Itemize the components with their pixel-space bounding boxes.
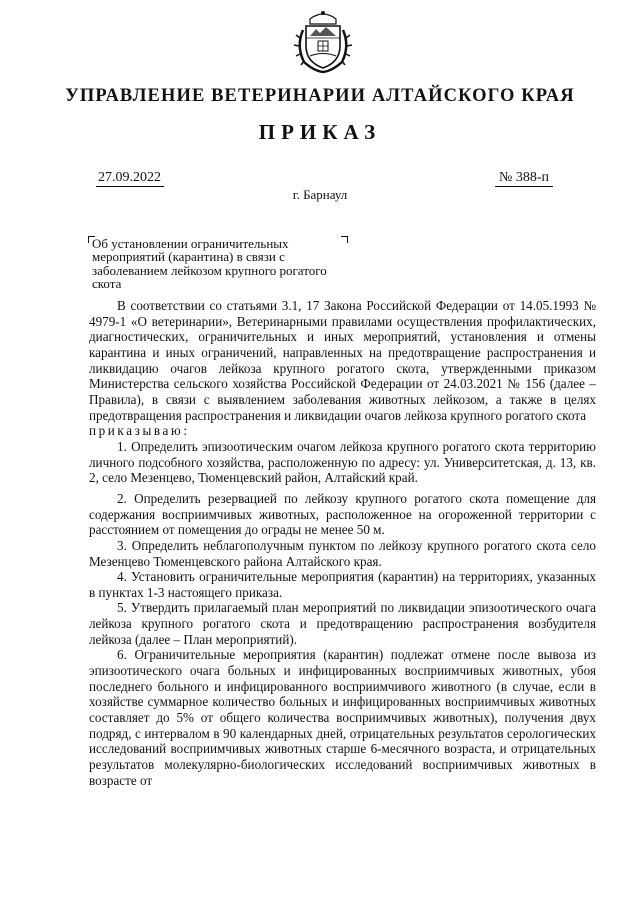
coat-of-arms-icon <box>292 8 354 74</box>
order-item-3: 3. Определить неблагополучным пунктом по лейкозу крупного рогатого скота село Мезенцево Тюменцевского района Алтайского края. <box>89 537 596 569</box>
subject-corner-right <box>341 236 348 243</box>
document-date: 27.09.2022 <box>96 170 164 187</box>
order-item-4: 4. Установить ограничительные мероприятия (карантин) на территориях, указанных в пунктах 1-3 настоящего приказа. <box>89 569 596 600</box>
document-city: г. Барнаул <box>292 187 348 202</box>
document-type: ПРИКАЗ <box>258 120 382 144</box>
order-word: приказываю: <box>89 423 190 439</box>
order-item-5: 5. Утвердить прилагаемый план мероприятий по ликвидации эпизоотического очага лейкоза крупного рогатого скота и предотвращению распространения возбудителя лейкоза (далее – План мероприятий). <box>89 600 596 647</box>
document-subject: Об установлении ограничительных мероприятий (карантина) в связи с заболеванием лейкозом крупного рогатого скота <box>92 236 327 292</box>
order-item-6: 6. Ограничительные мероприятия (карантин) подлежат отмене после вывоза из эпизоотического очага больных и инфицированных восприимчивых животных, убоя последнего больного и инфицированного восприимчивого животного (в случае, если в хозяйстве суммарное количество больных и инфицированных восприимчивых животных составляет до 5% от общего количества восприимчивых животных), получения двух подряд, с интервалом в 90 календарных дней, отрицательных результатов серологических исследований восприимчивых животных старше 6-месячного возраста, и отрицательных результатов молекулярно-биологических исследований восприимчивых животных в возрасте от <box>89 647 596 788</box>
organization-title: УПРАВЛЕНИЕ ВЕТЕРИНАРИИ АЛТАЙСКОГО КРАЯ <box>65 86 575 106</box>
order-item-2: 2. Определить резервацией по лейкозу крупного рогатого скота помещение для содержания восприимчивых животных, расположенное на огороженной территории с расстоянием от помещения до ограды не менее 50 м. <box>89 490 596 538</box>
document-body <box>89 298 596 788</box>
document-number: № 388-п <box>495 170 553 187</box>
preamble-paragraph: В соответствии со статьями 3.1, 17 Закона Российской Федерации от 14.05.1993 № 4979-1 «О ветеринарии», Ветеринарными правилами осуществления профилактических, диагностических, ограничительных и иных мероприятий, установления и отмены карантина и иных ограничений, направленных на предотвращение распространения и ликвидацию очагов лейкоза крупного рогатого скота, утвержденными приказом Министерства сельского хозяйства Российской Федерации от 24.03.2021 № 156 (далее – Правила), в связи с выявлением заболевания животных лейкозом, а также в целях предотвращения распространения и ликвидации очагов лейкоза крупного рогатого скота <box>89 298 596 423</box>
order-item-1: 1. Определить эпизоотическим очагом лейкоза крупного рогатого скота территорию личного подсобного хозяйства, расположенную по адресу: ул. Университетская, д. 13, кв. 2, село Мезенцево, Тюменцевский район, Алтайский край. <box>89 438 596 486</box>
